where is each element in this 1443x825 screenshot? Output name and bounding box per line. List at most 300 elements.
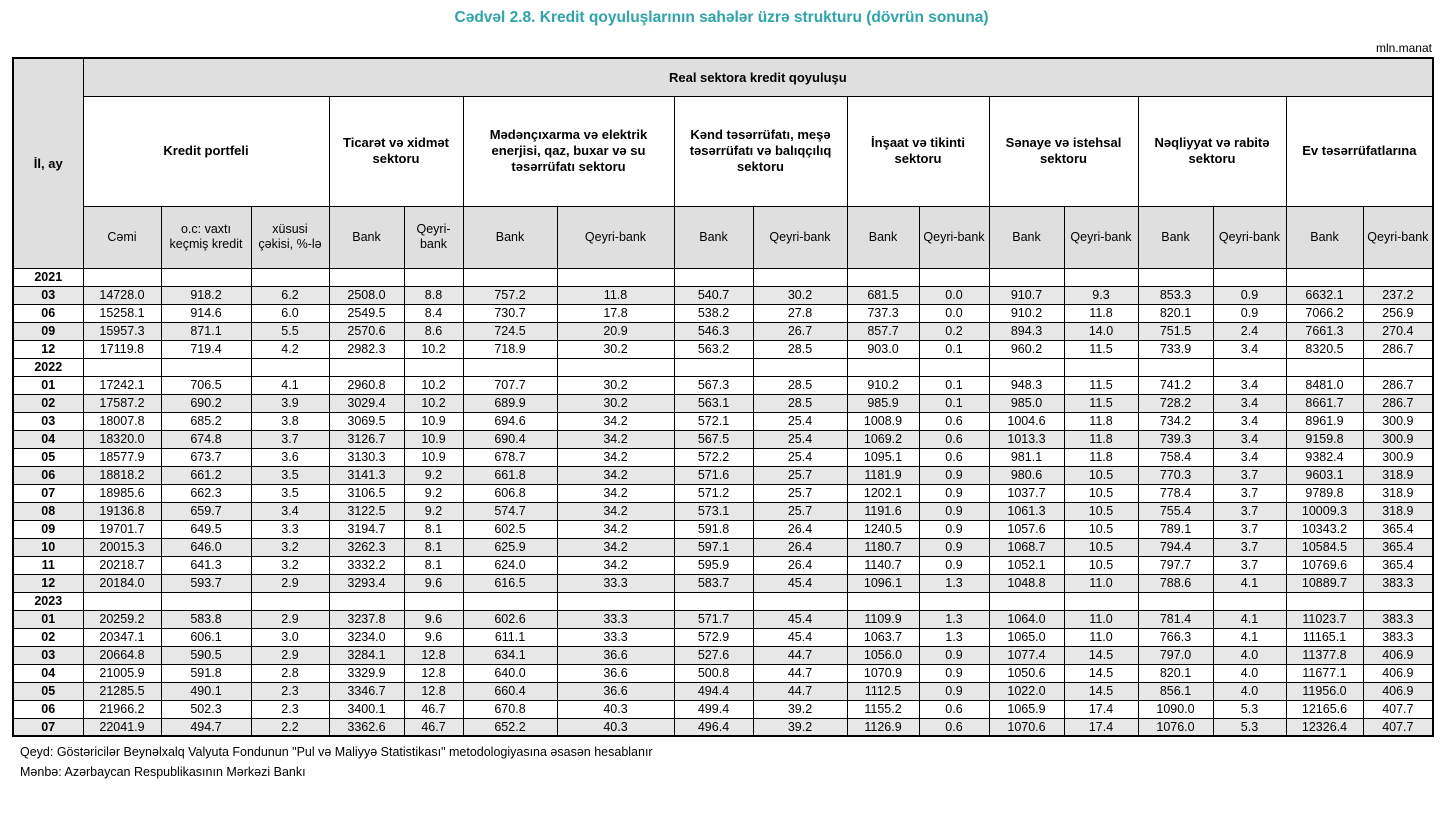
value-cell: 10343.2 bbox=[1286, 520, 1363, 538]
value-cell: 318.9 bbox=[1363, 466, 1433, 484]
value-cell: 857.7 bbox=[847, 322, 919, 340]
value-cell: 3.7 bbox=[251, 430, 329, 448]
empty-cell bbox=[161, 268, 251, 286]
value-cell: 30.2 bbox=[557, 376, 674, 394]
value-cell: 0.6 bbox=[919, 430, 989, 448]
value-cell: 17242.1 bbox=[83, 376, 161, 394]
value-cell: 1057.6 bbox=[989, 520, 1064, 538]
value-cell: 985.0 bbox=[989, 394, 1064, 412]
value-cell: 20218.7 bbox=[83, 556, 161, 574]
value-cell: 1112.5 bbox=[847, 682, 919, 700]
empty-cell bbox=[847, 592, 919, 610]
month-cell: 03 bbox=[13, 286, 83, 304]
value-cell: 734.2 bbox=[1138, 412, 1213, 430]
value-cell: 2549.5 bbox=[329, 304, 404, 322]
value-cell: 527.6 bbox=[674, 646, 753, 664]
value-cell: 34.2 bbox=[557, 556, 674, 574]
value-cell: 661.8 bbox=[463, 466, 557, 484]
value-cell: 3.5 bbox=[251, 484, 329, 502]
value-cell: 28.5 bbox=[753, 376, 847, 394]
value-cell: 674.8 bbox=[161, 430, 251, 448]
value-cell: 4.1 bbox=[251, 376, 329, 394]
value-cell: 0.9 bbox=[1213, 286, 1286, 304]
value-cell: 286.7 bbox=[1363, 394, 1433, 412]
value-cell: 10.2 bbox=[404, 340, 463, 358]
empty-cell bbox=[753, 358, 847, 376]
value-cell: 6.2 bbox=[251, 286, 329, 304]
value-cell: 0.1 bbox=[919, 376, 989, 394]
group-header: Sənaye və istehsal sektoru bbox=[989, 96, 1138, 206]
empty-cell bbox=[404, 268, 463, 286]
value-cell: 563.1 bbox=[674, 394, 753, 412]
empty-cell bbox=[251, 358, 329, 376]
value-cell: 300.9 bbox=[1363, 448, 1433, 466]
value-cell: 625.9 bbox=[463, 538, 557, 556]
value-cell: 46.7 bbox=[404, 700, 463, 718]
value-cell: 737.3 bbox=[847, 304, 919, 322]
value-cell: 14.0 bbox=[1064, 322, 1138, 340]
value-cell: 15258.1 bbox=[83, 304, 161, 322]
value-cell: 3237.8 bbox=[329, 610, 404, 628]
value-cell: 1076.0 bbox=[1138, 718, 1213, 736]
group-header: Kredit portfeli bbox=[83, 96, 329, 206]
value-cell: 0.9 bbox=[919, 484, 989, 502]
column-header: Qeyri-bank bbox=[919, 206, 989, 268]
value-cell: 12.8 bbox=[404, 682, 463, 700]
data-row bbox=[13, 556, 1433, 574]
year-row bbox=[13, 268, 1433, 286]
value-cell: 572.2 bbox=[674, 448, 753, 466]
empty-cell bbox=[1213, 592, 1286, 610]
value-cell: 0.9 bbox=[919, 538, 989, 556]
month-cell: 01 bbox=[13, 610, 83, 628]
empty-cell bbox=[161, 592, 251, 610]
group-header: Mədənçıxarma və elektrik enerjisi, qaz, buxar və su təsərrüfatı sektoru bbox=[463, 96, 674, 206]
row-header: İl, ay bbox=[13, 58, 83, 268]
value-cell: 766.3 bbox=[1138, 628, 1213, 646]
month-cell: 02 bbox=[13, 628, 83, 646]
group-header: Ticarət və xidmət sektoru bbox=[329, 96, 463, 206]
value-cell: 797.0 bbox=[1138, 646, 1213, 664]
value-cell: 3.0 bbox=[251, 628, 329, 646]
empty-cell bbox=[847, 358, 919, 376]
value-cell: 690.2 bbox=[161, 394, 251, 412]
column-header: Bank bbox=[989, 206, 1064, 268]
empty-cell bbox=[463, 592, 557, 610]
value-cell: 10.5 bbox=[1064, 538, 1138, 556]
value-cell: 11023.7 bbox=[1286, 610, 1363, 628]
value-cell: 660.4 bbox=[463, 682, 557, 700]
empty-cell bbox=[463, 358, 557, 376]
empty-cell bbox=[1138, 592, 1213, 610]
value-cell: 4.0 bbox=[1213, 664, 1286, 682]
value-cell: 10889.7 bbox=[1286, 574, 1363, 592]
value-cell: 40.3 bbox=[557, 700, 674, 718]
value-cell: 0.9 bbox=[919, 556, 989, 574]
value-cell: 30.2 bbox=[557, 340, 674, 358]
value-cell: 572.1 bbox=[674, 412, 753, 430]
value-cell: 8.1 bbox=[404, 520, 463, 538]
empty-cell bbox=[251, 268, 329, 286]
value-cell: 571.2 bbox=[674, 484, 753, 502]
value-cell: 573.1 bbox=[674, 502, 753, 520]
value-cell: 3029.4 bbox=[329, 394, 404, 412]
value-cell: 10.5 bbox=[1064, 502, 1138, 520]
value-cell: 9.3 bbox=[1064, 286, 1138, 304]
value-cell: 494.4 bbox=[674, 682, 753, 700]
value-cell: 2.9 bbox=[251, 574, 329, 592]
value-cell: 0.9 bbox=[1213, 304, 1286, 322]
value-cell: 3.4 bbox=[1213, 430, 1286, 448]
month-cell: 11 bbox=[13, 556, 83, 574]
value-cell: 1.3 bbox=[919, 610, 989, 628]
value-cell: 407.7 bbox=[1363, 718, 1433, 736]
value-cell: 3.2 bbox=[251, 538, 329, 556]
value-cell: 730.7 bbox=[463, 304, 557, 322]
value-cell: 770.3 bbox=[1138, 466, 1213, 484]
value-cell: 40.3 bbox=[557, 718, 674, 736]
empty-cell bbox=[919, 592, 989, 610]
empty-cell bbox=[1138, 358, 1213, 376]
value-cell: 5.3 bbox=[1213, 718, 1286, 736]
value-cell: 567.5 bbox=[674, 430, 753, 448]
data-row bbox=[13, 700, 1433, 718]
empty-cell bbox=[1363, 592, 1433, 610]
value-cell: 591.8 bbox=[674, 520, 753, 538]
value-cell: 45.4 bbox=[753, 574, 847, 592]
page-title: Cədvəl 2.8. Kredit qoyuluşlarının sahələr üzrə strukturu (dövrün sonuna) bbox=[454, 9, 989, 26]
year-row bbox=[13, 358, 1433, 376]
value-cell: 871.1 bbox=[161, 322, 251, 340]
value-cell: 12.8 bbox=[404, 646, 463, 664]
value-cell: 10.5 bbox=[1064, 556, 1138, 574]
value-cell: 3106.5 bbox=[329, 484, 404, 502]
value-cell: 12165.6 bbox=[1286, 700, 1363, 718]
column-header: xüsusi çəkisi, %-lə bbox=[251, 206, 329, 268]
value-cell: 0.0 bbox=[919, 304, 989, 322]
value-cell: 6632.1 bbox=[1286, 286, 1363, 304]
empty-cell bbox=[251, 592, 329, 610]
value-cell: 820.1 bbox=[1138, 304, 1213, 322]
value-cell: 25.7 bbox=[753, 502, 847, 520]
value-cell: 1050.6 bbox=[989, 664, 1064, 682]
value-cell: 3069.5 bbox=[329, 412, 404, 430]
value-cell: 1065.9 bbox=[989, 700, 1064, 718]
value-cell: 365.4 bbox=[1363, 520, 1433, 538]
value-cell: 4.1 bbox=[1213, 628, 1286, 646]
value-cell: 910.2 bbox=[989, 304, 1064, 322]
column-header: Bank bbox=[329, 206, 404, 268]
column-header: Bank bbox=[847, 206, 919, 268]
value-cell: 365.4 bbox=[1363, 538, 1433, 556]
value-cell: 724.5 bbox=[463, 322, 557, 340]
value-cell: 11.5 bbox=[1064, 394, 1138, 412]
value-cell: 383.3 bbox=[1363, 628, 1433, 646]
value-cell: 490.1 bbox=[161, 682, 251, 700]
value-cell: 36.6 bbox=[557, 682, 674, 700]
value-cell: 733.9 bbox=[1138, 340, 1213, 358]
value-cell: 981.1 bbox=[989, 448, 1064, 466]
value-cell: 694.6 bbox=[463, 412, 557, 430]
value-cell: 1065.0 bbox=[989, 628, 1064, 646]
value-cell: 15957.3 bbox=[83, 322, 161, 340]
value-cell: 2.3 bbox=[251, 700, 329, 718]
value-cell: 14.5 bbox=[1064, 664, 1138, 682]
value-cell: 3293.4 bbox=[329, 574, 404, 592]
empty-cell bbox=[674, 268, 753, 286]
value-cell: 17.8 bbox=[557, 304, 674, 322]
value-cell: 406.9 bbox=[1363, 682, 1433, 700]
value-cell: 583.7 bbox=[674, 574, 753, 592]
column-header: Bank bbox=[463, 206, 557, 268]
value-cell: 634.1 bbox=[463, 646, 557, 664]
value-cell: 5.3 bbox=[1213, 700, 1286, 718]
data-row bbox=[13, 574, 1433, 592]
value-cell: 546.3 bbox=[674, 322, 753, 340]
value-cell: 8.8 bbox=[404, 286, 463, 304]
value-cell: 0.1 bbox=[919, 340, 989, 358]
value-cell: 718.9 bbox=[463, 340, 557, 358]
value-cell: 9603.1 bbox=[1286, 466, 1363, 484]
data-row bbox=[13, 322, 1433, 340]
value-cell: 14.5 bbox=[1064, 682, 1138, 700]
column-header: Bank bbox=[1286, 206, 1363, 268]
value-cell: 2.9 bbox=[251, 610, 329, 628]
value-cell: 3.7 bbox=[1213, 556, 1286, 574]
month-cell: 08 bbox=[13, 502, 83, 520]
value-cell: 25.4 bbox=[753, 430, 847, 448]
value-cell: 3262.3 bbox=[329, 538, 404, 556]
value-cell: 2.9 bbox=[251, 646, 329, 664]
column-header: Qeyri-bank bbox=[1363, 206, 1433, 268]
value-cell: 0.9 bbox=[919, 502, 989, 520]
value-cell: 2.2 bbox=[251, 718, 329, 736]
value-cell: 9.6 bbox=[404, 574, 463, 592]
footnotes bbox=[20, 742, 1443, 782]
value-cell: 853.3 bbox=[1138, 286, 1213, 304]
year-cell: 2023 bbox=[13, 592, 83, 610]
value-cell: 11956.0 bbox=[1286, 682, 1363, 700]
value-cell: 595.9 bbox=[674, 556, 753, 574]
month-cell: 05 bbox=[13, 682, 83, 700]
value-cell: 3346.7 bbox=[329, 682, 404, 700]
month-cell: 06 bbox=[13, 466, 83, 484]
value-cell: 567.3 bbox=[674, 376, 753, 394]
value-cell: 17.4 bbox=[1064, 700, 1138, 718]
value-cell: 1070.9 bbox=[847, 664, 919, 682]
empty-cell bbox=[1286, 358, 1363, 376]
data-row bbox=[13, 628, 1433, 646]
value-cell: 34.2 bbox=[557, 412, 674, 430]
month-cell: 04 bbox=[13, 664, 83, 682]
value-cell: 34.2 bbox=[557, 430, 674, 448]
column-header: Cəmi bbox=[83, 206, 161, 268]
value-cell: 3.7 bbox=[1213, 502, 1286, 520]
value-cell: 670.8 bbox=[463, 700, 557, 718]
data-row bbox=[13, 430, 1433, 448]
value-cell: 0.0 bbox=[919, 286, 989, 304]
value-cell: 2982.3 bbox=[329, 340, 404, 358]
value-cell: 20259.2 bbox=[83, 610, 161, 628]
data-row bbox=[13, 646, 1433, 664]
value-cell: 18007.8 bbox=[83, 412, 161, 430]
value-cell: 494.7 bbox=[161, 718, 251, 736]
value-cell: 1048.8 bbox=[989, 574, 1064, 592]
empty-cell bbox=[753, 268, 847, 286]
value-cell: 3.4 bbox=[1213, 376, 1286, 394]
group-header: Nəqliyyat və rabitə sektoru bbox=[1138, 96, 1286, 206]
value-cell: 10.5 bbox=[1064, 484, 1138, 502]
top-band-header: Real sektora kredit qoyuluşu bbox=[83, 58, 1433, 96]
value-cell: 27.8 bbox=[753, 304, 847, 322]
value-cell: 406.9 bbox=[1363, 664, 1433, 682]
value-cell: 659.7 bbox=[161, 502, 251, 520]
value-cell: 18985.6 bbox=[83, 484, 161, 502]
value-cell: 34.2 bbox=[557, 538, 674, 556]
value-cell: 1077.4 bbox=[989, 646, 1064, 664]
empty-cell bbox=[1286, 592, 1363, 610]
empty-cell bbox=[329, 268, 404, 286]
value-cell: 3.4 bbox=[1213, 412, 1286, 430]
value-cell: 739.3 bbox=[1138, 430, 1213, 448]
empty-cell bbox=[557, 268, 674, 286]
value-cell: 18320.0 bbox=[83, 430, 161, 448]
value-cell: 10.5 bbox=[1064, 520, 1138, 538]
month-cell: 07 bbox=[13, 718, 83, 736]
value-cell: 39.2 bbox=[753, 718, 847, 736]
value-cell: 11.8 bbox=[1064, 448, 1138, 466]
value-cell: 14728.0 bbox=[83, 286, 161, 304]
value-cell: 22041.9 bbox=[83, 718, 161, 736]
value-cell: 33.3 bbox=[557, 628, 674, 646]
value-cell: 797.7 bbox=[1138, 556, 1213, 574]
month-cell: 07 bbox=[13, 484, 83, 502]
empty-cell bbox=[161, 358, 251, 376]
value-cell: 1140.7 bbox=[847, 556, 919, 574]
value-cell: 538.2 bbox=[674, 304, 753, 322]
value-cell: 1008.9 bbox=[847, 412, 919, 430]
value-cell: 1090.0 bbox=[1138, 700, 1213, 718]
value-cell: 20.9 bbox=[557, 322, 674, 340]
value-cell: 3.2 bbox=[251, 556, 329, 574]
empty-cell bbox=[404, 358, 463, 376]
value-cell: 606.1 bbox=[161, 628, 251, 646]
note-methodology: Qeyd: Göstəricilər Beynəlxalq Valyuta Fondunun "Pul və Maliyyə Statistikası" metodologiyasına əsasən hesablanır bbox=[20, 745, 653, 759]
value-cell: 649.5 bbox=[161, 520, 251, 538]
unit-label: mln.manat bbox=[1375, 41, 1432, 55]
value-cell: 1181.9 bbox=[847, 466, 919, 484]
value-cell: 9789.8 bbox=[1286, 484, 1363, 502]
empty-cell bbox=[83, 358, 161, 376]
column-header: o.c: vaxtı keçmiş kredit bbox=[161, 206, 251, 268]
column-header: Qeyri-bank bbox=[404, 206, 463, 268]
value-cell: 34.2 bbox=[557, 466, 674, 484]
value-cell: 4.1 bbox=[1213, 610, 1286, 628]
credit-structure-table bbox=[12, 57, 1434, 737]
value-cell: 3234.0 bbox=[329, 628, 404, 646]
value-cell: 820.1 bbox=[1138, 664, 1213, 682]
value-cell: 1.3 bbox=[919, 574, 989, 592]
value-cell: 44.7 bbox=[753, 682, 847, 700]
value-cell: 2.8 bbox=[251, 664, 329, 682]
value-cell: 707.7 bbox=[463, 376, 557, 394]
value-cell: 496.4 bbox=[674, 718, 753, 736]
empty-cell bbox=[1064, 592, 1138, 610]
empty-cell bbox=[674, 592, 753, 610]
value-cell: 3284.1 bbox=[329, 646, 404, 664]
empty-cell bbox=[83, 592, 161, 610]
value-cell: 8.6 bbox=[404, 322, 463, 340]
value-cell: 1126.9 bbox=[847, 718, 919, 736]
value-cell: 563.2 bbox=[674, 340, 753, 358]
value-cell: 18577.9 bbox=[83, 448, 161, 466]
value-cell: 606.8 bbox=[463, 484, 557, 502]
value-cell: 10769.6 bbox=[1286, 556, 1363, 574]
value-cell: 1180.7 bbox=[847, 538, 919, 556]
value-cell: 1061.3 bbox=[989, 502, 1064, 520]
empty-cell bbox=[919, 268, 989, 286]
value-cell: 10.2 bbox=[404, 394, 463, 412]
value-cell: 755.4 bbox=[1138, 502, 1213, 520]
empty-cell bbox=[674, 358, 753, 376]
value-cell: 914.6 bbox=[161, 304, 251, 322]
column-header: Qeyri-bank bbox=[1213, 206, 1286, 268]
value-cell: 4.1 bbox=[1213, 574, 1286, 592]
value-cell: 0.9 bbox=[919, 520, 989, 538]
value-cell: 685.2 bbox=[161, 412, 251, 430]
data-row bbox=[13, 304, 1433, 322]
column-header: Qeyri-bank bbox=[1064, 206, 1138, 268]
value-cell: 8.4 bbox=[404, 304, 463, 322]
value-cell: 44.7 bbox=[753, 664, 847, 682]
value-cell: 30.2 bbox=[557, 394, 674, 412]
value-cell: 20664.8 bbox=[83, 646, 161, 664]
value-cell: 26.7 bbox=[753, 322, 847, 340]
empty-cell bbox=[753, 592, 847, 610]
value-cell: 237.2 bbox=[1363, 286, 1433, 304]
data-row bbox=[13, 376, 1433, 394]
empty-cell bbox=[1213, 268, 1286, 286]
value-cell: 662.3 bbox=[161, 484, 251, 502]
month-cell: 06 bbox=[13, 304, 83, 322]
empty-cell bbox=[1363, 358, 1433, 376]
month-cell: 06 bbox=[13, 700, 83, 718]
value-cell: 2.4 bbox=[1213, 322, 1286, 340]
value-cell: 3.5 bbox=[251, 466, 329, 484]
empty-cell bbox=[989, 592, 1064, 610]
value-cell: 778.4 bbox=[1138, 484, 1213, 502]
value-cell: 5.5 bbox=[251, 322, 329, 340]
month-cell: 04 bbox=[13, 430, 83, 448]
value-cell: 3.6 bbox=[251, 448, 329, 466]
value-cell: 980.6 bbox=[989, 466, 1064, 484]
value-cell: 8481.0 bbox=[1286, 376, 1363, 394]
value-cell: 602.5 bbox=[463, 520, 557, 538]
value-cell: 1069.2 bbox=[847, 430, 919, 448]
value-cell: 673.7 bbox=[161, 448, 251, 466]
year-cell: 2021 bbox=[13, 268, 83, 286]
value-cell: 6.0 bbox=[251, 304, 329, 322]
value-cell: 19701.7 bbox=[83, 520, 161, 538]
value-cell: 11165.1 bbox=[1286, 628, 1363, 646]
value-cell: 1068.7 bbox=[989, 538, 1064, 556]
value-cell: 36.6 bbox=[557, 646, 674, 664]
empty-cell bbox=[329, 358, 404, 376]
value-cell: 9382.4 bbox=[1286, 448, 1363, 466]
value-cell: 8320.5 bbox=[1286, 340, 1363, 358]
value-cell: 300.9 bbox=[1363, 430, 1433, 448]
value-cell: 26.4 bbox=[753, 520, 847, 538]
